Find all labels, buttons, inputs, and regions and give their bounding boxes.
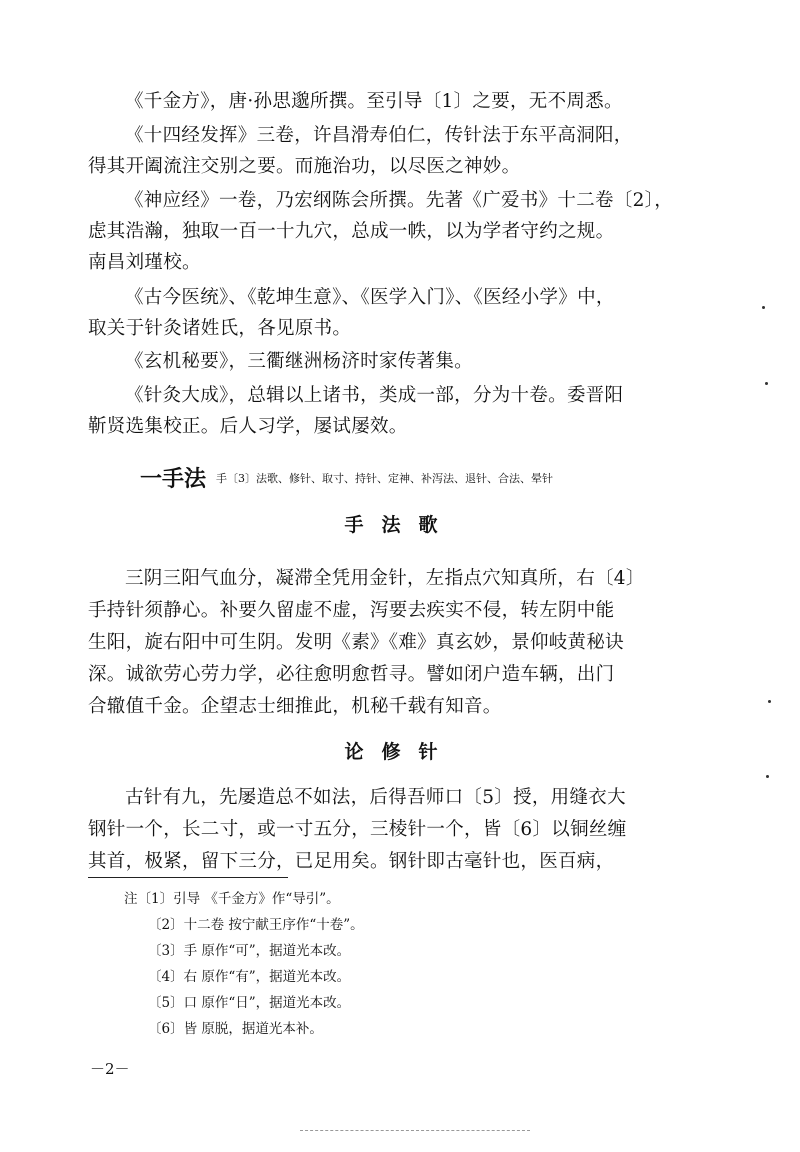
paragraph-line: 《十四经发挥》三卷，许昌滑寿伯仁，传针法于东平高洞阳， xyxy=(125,125,633,146)
scan-speck xyxy=(762,306,765,309)
page-number: －2－ xyxy=(90,1060,130,1078)
paragraph-line: 《玄机秘要》，三衢继洲杨济时家传著集。 xyxy=(125,351,473,372)
heading-shoufa-ge: 手法歌 xyxy=(344,514,456,536)
footnote: 〔4〕右 原作“有”，据道光本改。 xyxy=(148,969,351,985)
footnote: 〔5〕口 原作“日”，据道光本改。 xyxy=(148,995,351,1011)
footnote: 〔2〕十二卷 按宁献王序作“十卷”。 xyxy=(148,917,364,933)
xiuzhen-line: 其首，极紧，留下三分，已足用矣。钢针即古毫针也，医百病， xyxy=(88,851,615,872)
section-subtitle: 手〔3〕法歌、修针、取寸、持针、定神、补泻法、退针、合法、晕针 xyxy=(216,472,553,485)
song-line: 生阳，旋右阳中可生阴。发明《素》《难》真玄妙，景仰岐黄秘诀 xyxy=(88,632,624,653)
scan-edge-line xyxy=(300,1130,530,1131)
heading-lun-xiuzhen: 论修针 xyxy=(344,741,456,763)
paragraph-line: 取关于针灸诸姓氏，各见原书。 xyxy=(88,318,352,339)
footnote: 〔3〕手 原作“可”，据道光本改。 xyxy=(148,943,351,959)
footnote-rule xyxy=(88,877,288,878)
paragraph-line: 靳贤选集校正。后人习学，屡试屡效。 xyxy=(88,416,408,437)
footnote: 注〔1〕引导 《千金方》作“导引”。 xyxy=(124,891,340,907)
scan-speck xyxy=(768,700,771,703)
song-line: 合辙值千金。企望志士细推此，机秘千载有知音。 xyxy=(88,696,502,717)
song-line: 手持针须静心。补要久留虚不虚，泻要去疾实不侵，转左阴中能 xyxy=(88,600,615,621)
xiuzhen-line: 古针有九，先屡造总不如法，后得吾师口〔5〕授，用缝衣大 xyxy=(125,787,626,808)
scan-speck xyxy=(765,382,768,385)
song-line: 深。诚欲劳心劳力学，必往愈明愈哲寻。譬如闭户造车辆，出门 xyxy=(88,664,615,685)
paragraph-line: 《针灸大成》，总辑以上诸书，类成一部，分为十卷。委晋阳 xyxy=(125,385,624,406)
paragraph-line: 《古今医统》、《乾坤生意》、《医学入门》、《医经小学》中， xyxy=(125,287,615,308)
paragraph-line: 《千金方》，唐·孙思邈所撰。至引导〔1〕之要，无不周悉。 xyxy=(125,91,623,112)
song-line: 三阴三阳气血分，凝滞全凭用金针，左指点穴知真所，右〔4〕 xyxy=(125,568,645,589)
paragraph-line: 《神应经》一卷，乃宏纲陈会所撰。先著《广爱书》十二卷〔2〕， xyxy=(125,190,674,211)
section-title: 一手法 xyxy=(140,466,207,492)
paragraph-line: 南昌刘瑾校。 xyxy=(88,252,201,273)
paragraph-line: 虑其浩瀚，独取一百一十九穴，总成一帙，以为学者守约之规。 xyxy=(88,221,615,242)
footnote: 〔6〕皆 原脱，据道光本补。 xyxy=(148,1021,323,1037)
scan-speck xyxy=(766,775,769,778)
xiuzhen-line: 钢针一个，长二寸，或一寸五分，三棱针一个，皆〔6〕以铜丝缠 xyxy=(88,819,627,840)
paragraph-line: 得其开阖流注交别之要。而施治功，以尽医之神妙。 xyxy=(88,156,521,177)
